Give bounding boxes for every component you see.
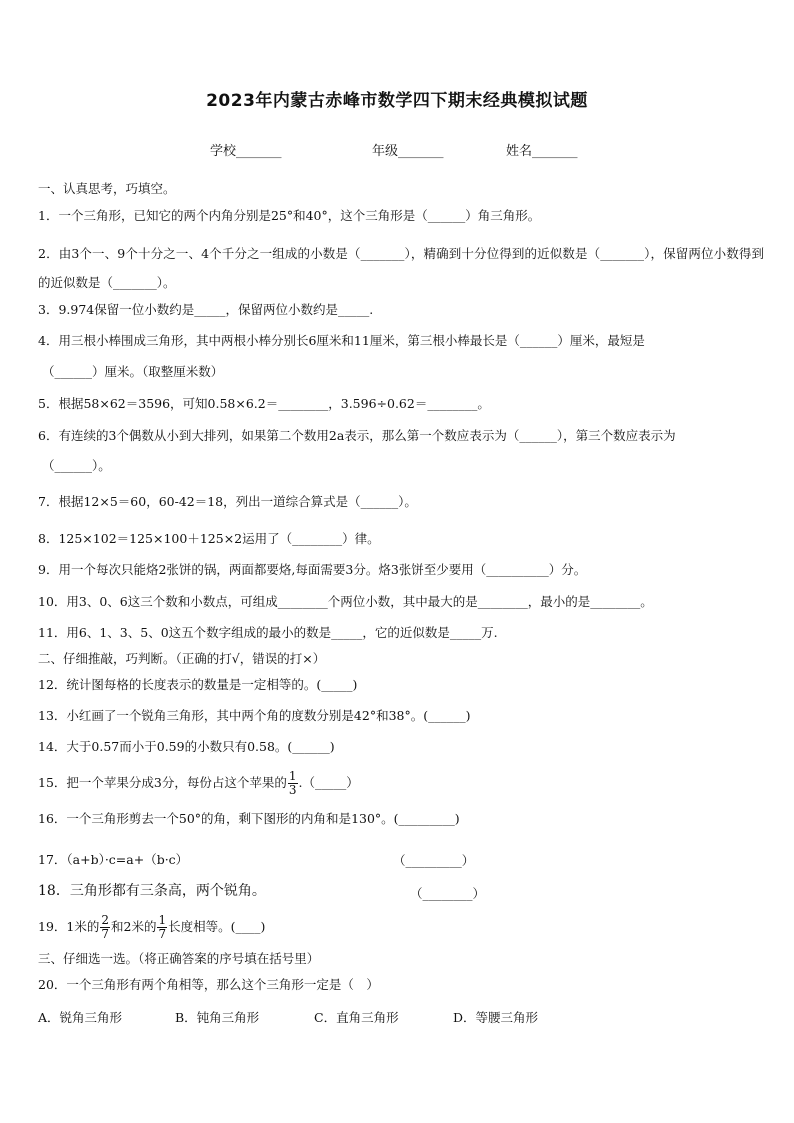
name-field: 姓名_______ [506,144,578,159]
question-13: 13．小红画了一个锐角三角形，其中两个角的度数分别是42°和38°。(______) [38,708,471,723]
question-19-mid: 和2米的 [111,919,157,934]
section-heading-judge: 二、仔细推敲，巧判断。（正确的打√，错误的打×） [38,651,326,666]
question-19-answer: 长度相等。(____) [168,919,266,934]
question-4-line-1: 4．用三根小棒围成三角形，其中两根小棒分别长6厘米和11厘米，第三根小棒最长是（______）厘米，最短是 [38,333,645,348]
question-11: 11．用6、1、3、5、0这五个数字组成的最小的数是_____，它的近似数是_____万. [38,625,498,640]
option-a: A．锐角三角形 [38,1010,123,1025]
fraction-denominator: 7 [101,927,109,941]
question-1: 1．一个三角形，已知它的两个内角分别是25°和40°，这个三角形是（______）角三角形。 [38,208,541,223]
question-12: 12．统计图每格的长度表示的数量是一定相等的。(_____) [38,677,358,692]
fraction-one-third [288,770,298,797]
fraction-numerator: 1 [158,913,167,927]
question-18: 18．三角形都有三条高，两个锐角。 [38,883,266,899]
question-14: 14．大于0.57而小于0.59的小数只有0.58。(______) [38,739,335,754]
question-6-line-1: 6．有连续的3个偶数从小到大排列，如果第二个数用2a表示，那么第一个数应表示为（______），第三个数应表示为 [38,428,676,443]
question-10: 10．用3、0、6这三个数和小数点，可组成________个两位小数，其中最大的是________，最小的是________。 [38,594,653,609]
fraction-numerator: 1 [288,769,297,783]
question-15-text: 15．把一个苹果分成3分，每份占这个苹果的 [38,775,287,790]
question-17-answer: （_________） [393,853,475,868]
question-8: 8．125×102＝125×100＋125×2运用了（________）律。 [38,531,380,546]
fraction-denominator: 7 [158,927,167,941]
question-15 [38,768,764,798]
fraction-numerator: 2 [101,913,109,927]
section-heading-choice: 三、仔细选一选。（将正确答案的序号填在括号里） [38,951,320,966]
question-19 [38,910,764,944]
option-c: C．直角三角形 [314,1010,399,1025]
fraction-one-seventh [157,914,167,941]
question-2: 2．由3个一、9个十分之一、4个千分之一组成的小数是（_______），精确到十分位得到的近似数是（_______），保留两位小数得到的近似数是（_______）。 [38,246,764,290]
school-field: 学校_______ [210,144,282,159]
option-b: B．钝角三角形 [175,1010,260,1025]
question-15-answer: .（_____） [298,775,359,790]
page-title: 2023年内蒙古赤峰市数学四下期末经典模拟试题 [206,91,588,111]
grade-field: 年级_______ [372,144,444,159]
question-5: 5．根据58×62＝3596，可知0.58×6.2＝________，3.596÷0.62＝________。 [38,396,490,411]
question-16: 16．一个三角形剪去一个50°的角，剩下图形的内角和是130°。(_________) [38,811,460,826]
fraction-two-sevenths [100,914,110,941]
question-20: 20．一个三角形有两个角相等，那么这个三角形一定是（ ） [38,977,379,992]
question-3: 3．9.974保留一位小数约是_____，保留两位小数约是_____. [38,302,374,317]
question-7: 7．根据12×5＝60，60-42＝18，列出一道综合算式是（______）。 [38,494,417,509]
option-d: D．等腰三角形 [453,1010,539,1025]
section-heading-fill-blank: 一、认真思考，巧填空。 [38,181,176,196]
question-18-answer: （________） [410,886,486,901]
question-9: 9．用一个每次只能烙2张饼的锅，两面都要烙,每面需要3分。烙3张饼至少要用（__________）分。 [38,562,587,577]
fraction-denominator: 3 [288,783,297,797]
question-4-line-2: （______）厘米。（取整厘米数） [42,364,224,379]
question-19-text: 19．1米的 [38,919,100,934]
question-17: 17．（a+b）·c=a+（b·c） [38,852,189,867]
question-6-line-2: （______）。 [42,458,111,473]
